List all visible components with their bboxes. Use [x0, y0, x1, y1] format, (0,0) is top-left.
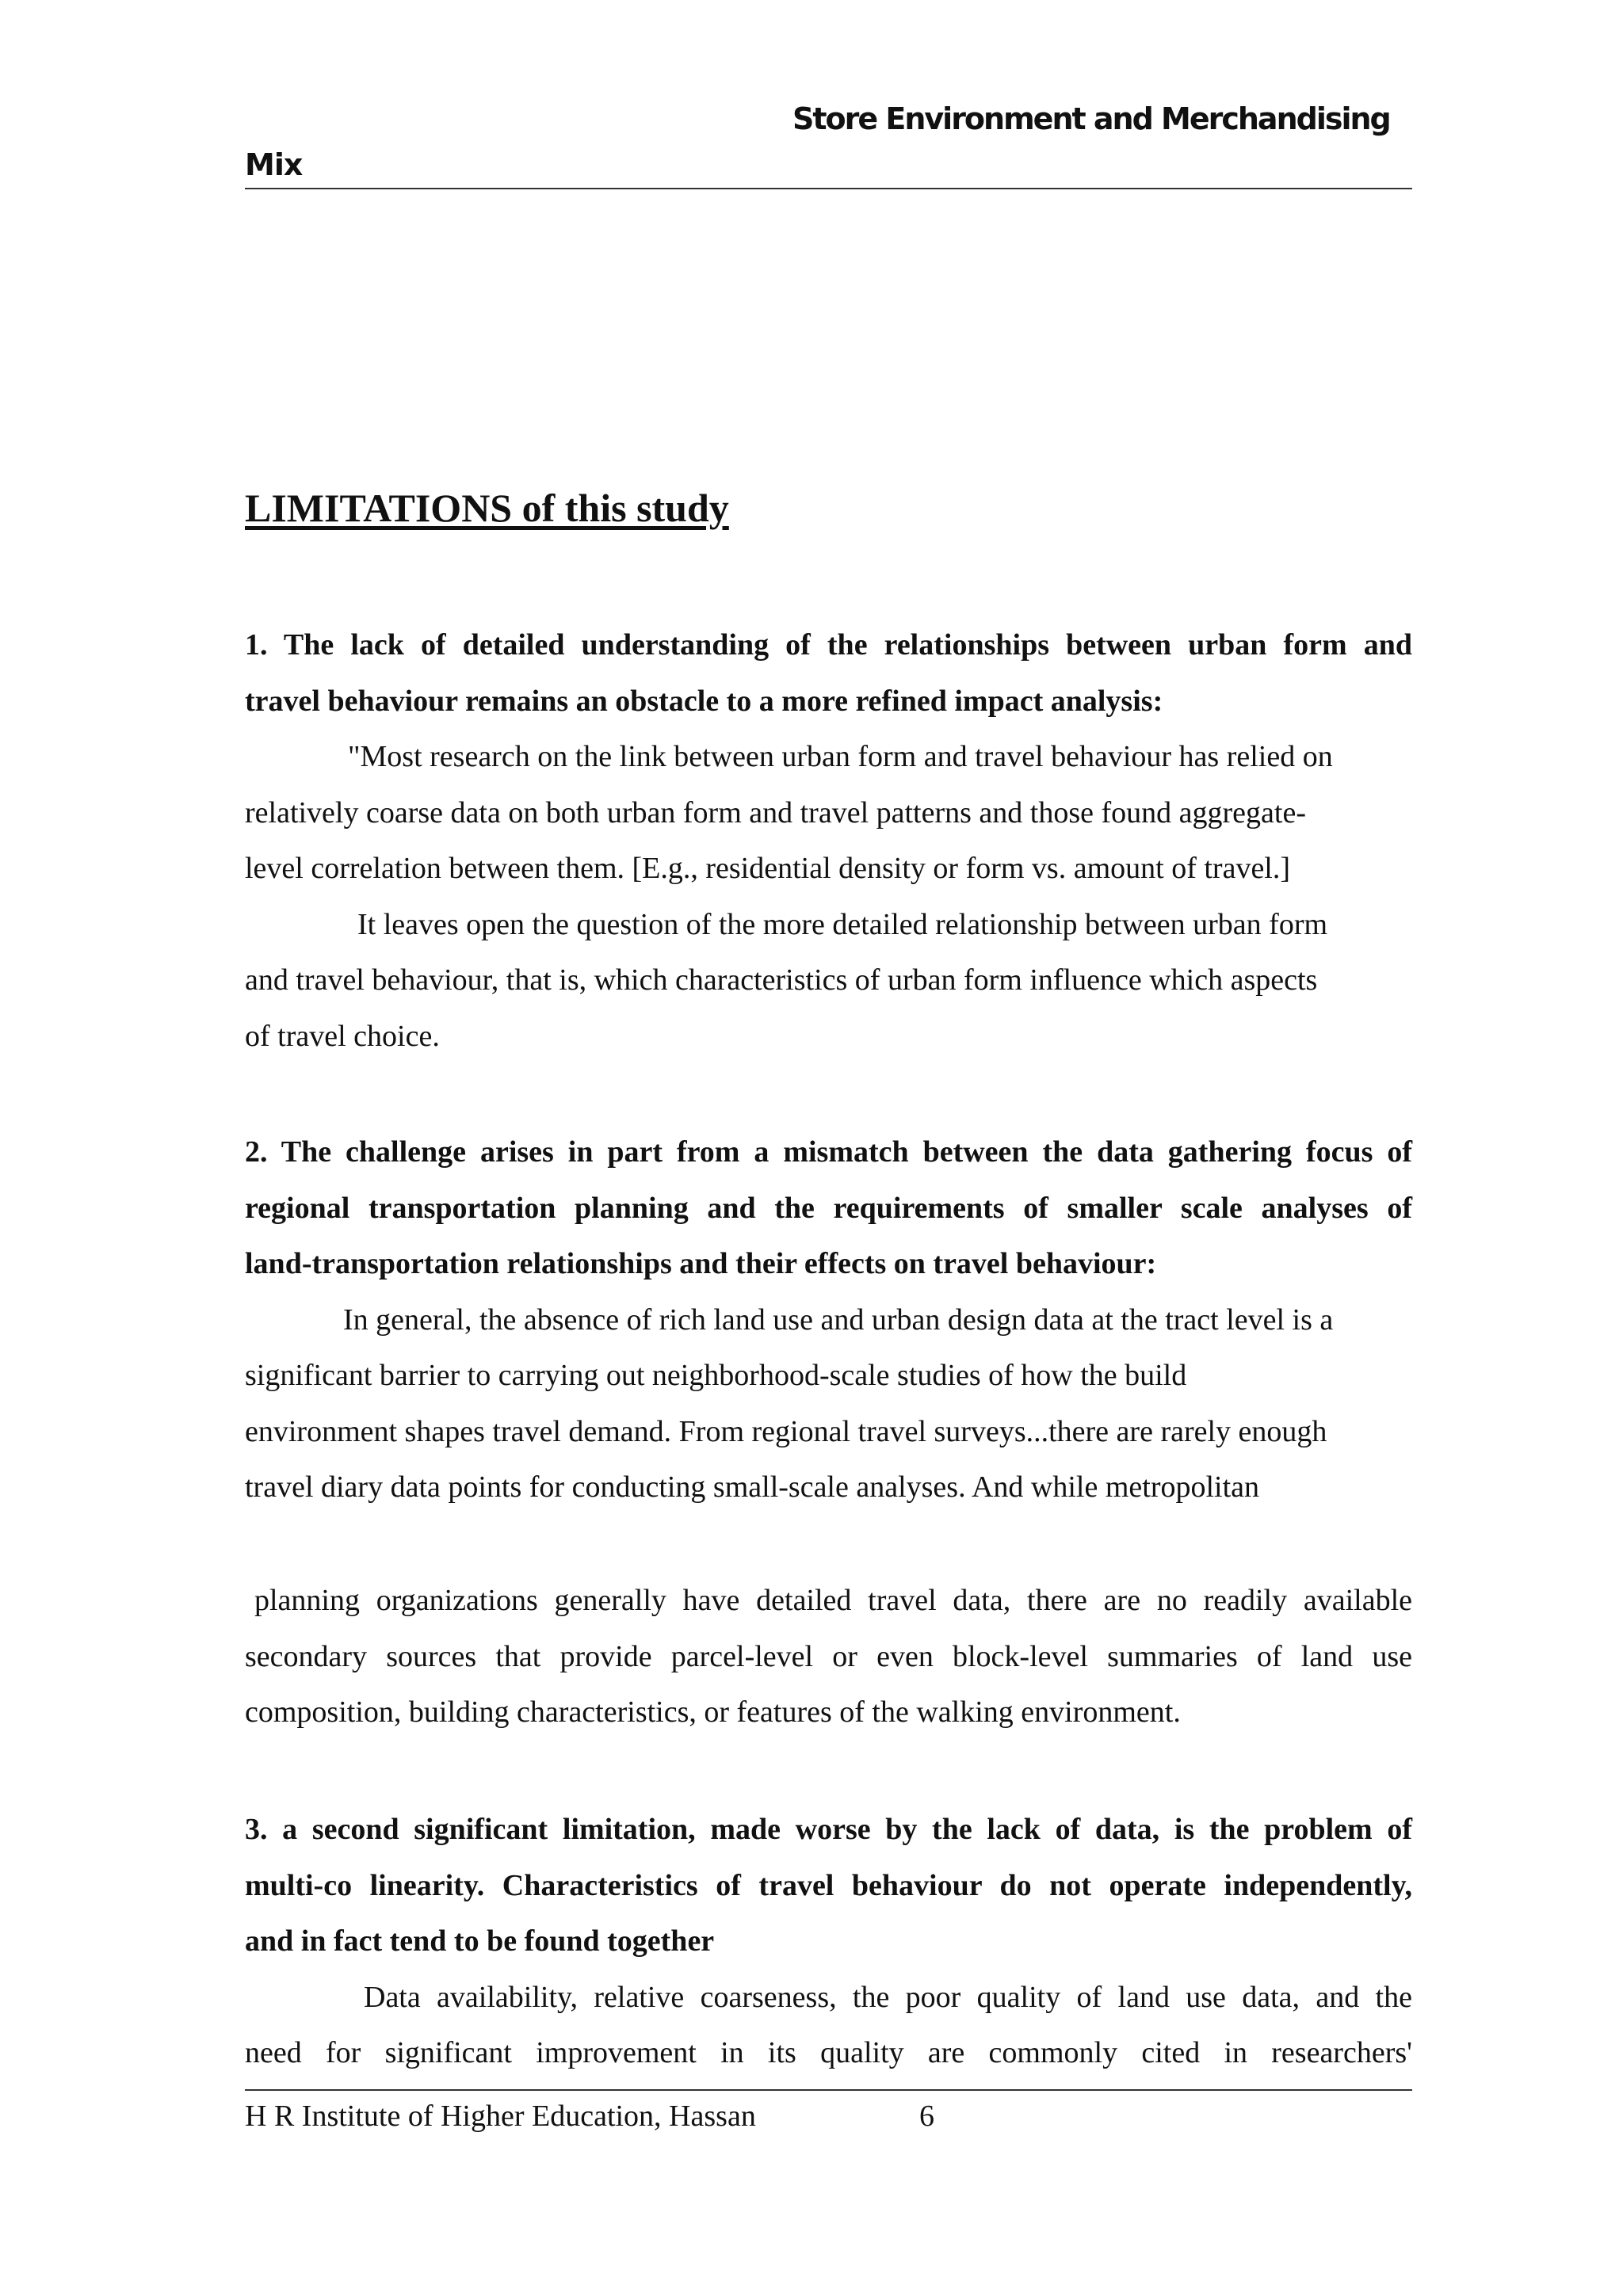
point-1-paragraph-1	[245, 729, 1412, 897]
point-2-p1-line-1: In general, the absence of rich land use and urban design data at the tract level is a	[343, 1302, 1334, 1337]
point-1-paragraph-2	[245, 897, 1412, 1065]
section-heading: LIMITATIONS of this study	[245, 486, 729, 530]
point-1-heading-line-1: 1. The lack of detailed understanding of the relationships between urban form and	[245, 628, 1412, 662]
point-1-p2-line-1: It leaves open the question of the more detailed relationship between urban form	[357, 907, 1328, 941]
point-2-p2-line-3: composition, building characteristics, or features of the walking environment.	[245, 1695, 1181, 1729]
running-header-continuation: Mix	[245, 147, 303, 182]
point-3	[245, 1802, 1412, 2081]
point-2-p1-line-4: travel diary data points for conducting small-scale analyses. And while metropolitan	[245, 1470, 1260, 1504]
footer-divider	[245, 2089, 1412, 2091]
point-1-heading-line-2: travel behaviour remains an obstacle to a more refined impact analysis:	[245, 684, 1163, 718]
point-2-heading	[245, 1124, 1412, 1292]
point-2-heading-line-3: land-transportation relationships and their effects on travel behaviour:	[245, 1247, 1157, 1280]
point-2-p2-line-2: secondary sources that provide parcel-level or even block-level summaries of land use	[245, 1639, 1412, 1673]
point-1-p1-line-1: "Most research on the link between urban form and travel behaviour has relied on	[348, 740, 1333, 773]
page-number: 6	[919, 2100, 934, 2133]
point-1-p1-line-3: level correlation between them. [E.g., residential density or form vs. amount of travel.]	[245, 852, 1291, 885]
point-3-heading-line-3: and in fact tend to be found together	[245, 1924, 715, 1958]
header-divider	[245, 188, 1412, 189]
point-2-p2-line-1: planning organizations generally have detailed travel data, there are no readily available	[254, 1584, 1412, 1617]
running-header-title: Store Environment and Merchandising	[792, 101, 1390, 136]
point-1	[245, 617, 1412, 1064]
point-3-paragraph-1	[245, 1970, 1412, 2081]
point-3-heading-line-2: multi-co linearity. Characteristics of travel behaviour do not operate independently,	[245, 1868, 1412, 1902]
point-3-p1-line-2: need for significant improvement in its quality are commonly cited in researchers'	[245, 2036, 1412, 2069]
point-1-p2-line-3: of travel choice.	[245, 1019, 440, 1053]
point-2-continuation	[245, 1573, 1412, 1741]
footer-institution: H R Institute of Higher Education, Hassan	[245, 2100, 756, 2133]
point-3-heading	[245, 1802, 1412, 1970]
point-3-heading-line-1: 3. a second significant limitation, made worse by the lack of data, is the problem of	[245, 1813, 1412, 1846]
point-2	[245, 1124, 1412, 1516]
point-2-p1-line-2: significant barrier to carrying out neighborhood-scale studies of how the build	[245, 1359, 1187, 1392]
point-2-heading-line-2: regional transportation planning and the requirements of smaller scale analyses of	[245, 1191, 1412, 1225]
point-1-p2-line-2: and travel behaviour, that is, which characteristics of urban form influence which aspects	[245, 963, 1318, 997]
point-2-heading-line-1: 2. The challenge arises in part from a mismatch between the data gathering focus of	[245, 1135, 1412, 1169]
point-2-paragraph-1	[245, 1292, 1412, 1516]
point-3-p1-line-1: Data availability, relative coarseness, the poor quality of land use data, and the	[364, 1980, 1412, 2014]
point-1-p1-line-2: relatively coarse data on both urban form and travel patterns and those found aggregate-	[245, 795, 1306, 830]
point-2-p1-line-3: environment shapes travel demand. From regional travel surveys...there are rarely enough	[245, 1414, 1327, 1448]
point-1-heading	[245, 617, 1412, 729]
